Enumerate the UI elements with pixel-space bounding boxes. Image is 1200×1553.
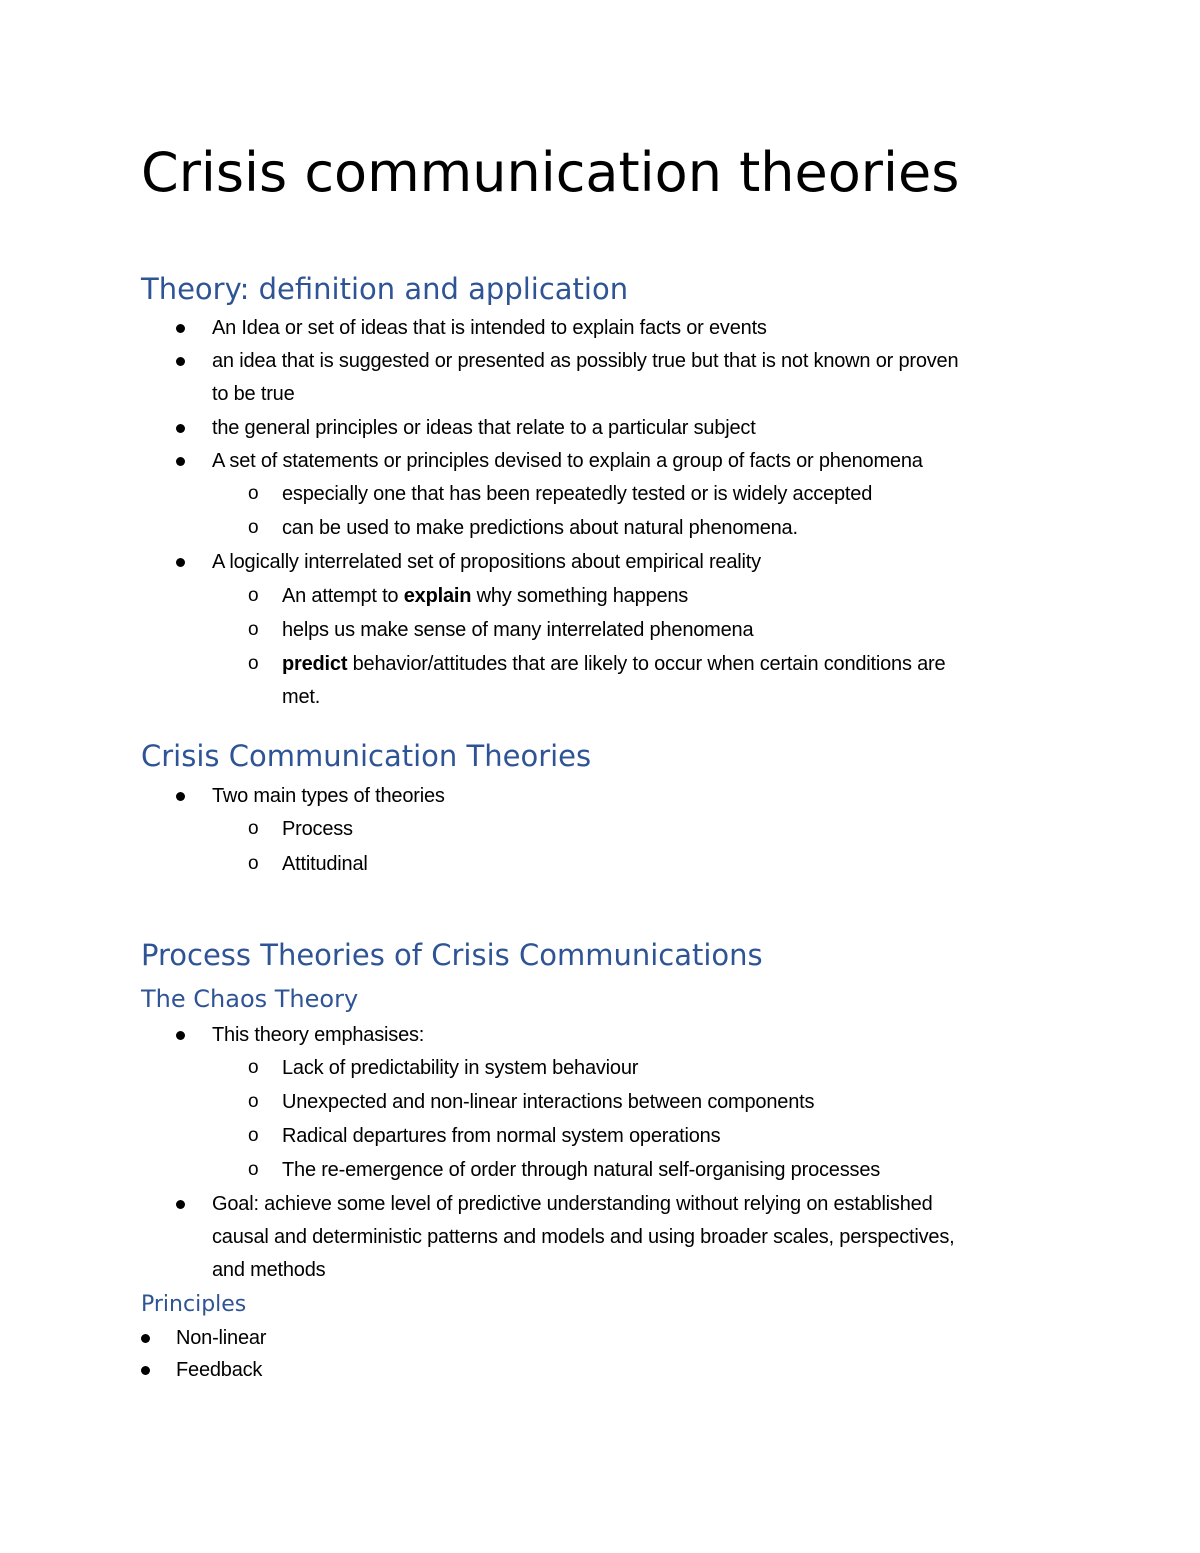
sub-list-item: helps us make sense of many interrelated phenomena xyxy=(282,619,754,641)
bullet-icon xyxy=(176,424,185,433)
sub-list-item: Radical departures from normal system operations xyxy=(282,1125,721,1147)
sub-list-item-predict xyxy=(282,651,945,677)
list-item: Goal: achieve some level of predictive understanding without relying on established xyxy=(212,1193,933,1215)
hollow-bullet-icon: o xyxy=(248,853,259,874)
explain-post-text: why something happens xyxy=(471,585,689,607)
list-item: an idea that is suggested or presented as possibly true but that is not known or proven xyxy=(212,350,959,372)
hollow-bullet-icon: o xyxy=(248,818,259,839)
sub-list-item: Unexpected and non-linear interactions between components xyxy=(282,1091,815,1113)
hollow-bullet-icon: o xyxy=(248,1091,259,1112)
bullet-icon xyxy=(141,1334,150,1343)
subheading-principles: Principles xyxy=(141,1292,247,1317)
subheading-chaos-theory: The Chaos Theory xyxy=(141,985,359,1013)
document-title: Crisis communication theories xyxy=(141,141,960,204)
list-item-continuation: causal and deterministic patterns and models and using broader scales, perspectives, xyxy=(212,1226,955,1248)
section-heading-process-theories: Process Theories of Crisis Communications xyxy=(141,938,763,972)
sub-list-item: especially one that has been repeatedly tested or is widely accepted xyxy=(282,483,873,505)
hollow-bullet-icon: o xyxy=(248,517,259,538)
sub-list-item: Attitudinal xyxy=(282,853,368,875)
hollow-bullet-icon: o xyxy=(248,1159,259,1180)
bullet-icon xyxy=(176,558,185,567)
bullet-icon xyxy=(176,1031,185,1040)
hollow-bullet-icon: o xyxy=(248,1057,259,1078)
list-item-continuation: and methods xyxy=(212,1259,326,1281)
hollow-bullet-icon: o xyxy=(248,619,259,640)
sub-list-item: Process xyxy=(282,818,353,840)
sub-list-item-continuation: met. xyxy=(282,686,321,708)
explain-keyword: explain xyxy=(403,585,472,607)
predict-keyword: predict xyxy=(282,653,348,675)
sub-list-item: can be used to make predictions about natural phenomena. xyxy=(282,517,798,539)
hollow-bullet-icon: o xyxy=(248,653,259,674)
bullet-icon xyxy=(176,792,185,801)
sub-list-item: Lack of predictability in system behaviour xyxy=(282,1057,639,1079)
hollow-bullet-icon: o xyxy=(248,585,259,606)
bullet-icon xyxy=(141,1366,150,1375)
list-item: A logically interrelated set of propositions about empirical reality xyxy=(212,551,761,573)
sub-list-item: The re-emergence of order through natural self-organising processes xyxy=(282,1159,881,1181)
list-item-continuation: to be true xyxy=(212,383,295,405)
list-item: Two main types of theories xyxy=(212,785,445,807)
list-item: An Idea or set of ideas that is intended to explain facts or events xyxy=(212,317,767,339)
bullet-icon xyxy=(176,1200,185,1209)
list-item: This theory emphasises: xyxy=(212,1024,425,1046)
principle-item: Feedback xyxy=(176,1359,263,1381)
section-heading-crisis-theories: Crisis Communication Theories xyxy=(141,739,592,773)
explain-pre-text: An attempt to xyxy=(282,585,404,607)
principle-item: Non-linear xyxy=(176,1327,267,1349)
hollow-bullet-icon: o xyxy=(248,1125,259,1146)
list-item: the general principles or ideas that relate to a particular subject xyxy=(212,417,756,439)
section-heading-theory: Theory: definition and application xyxy=(141,272,629,306)
hollow-bullet-icon: o xyxy=(248,483,259,504)
list-item: A set of statements or principles devised to explain a group of facts or phenomena xyxy=(212,450,923,472)
sub-list-item-explain xyxy=(282,583,688,609)
bullet-icon xyxy=(176,357,185,366)
predict-post-text: behavior/attitudes that are likely to occur when certain conditions are xyxy=(347,653,946,675)
bullet-icon xyxy=(176,324,185,333)
bullet-icon xyxy=(176,457,185,466)
